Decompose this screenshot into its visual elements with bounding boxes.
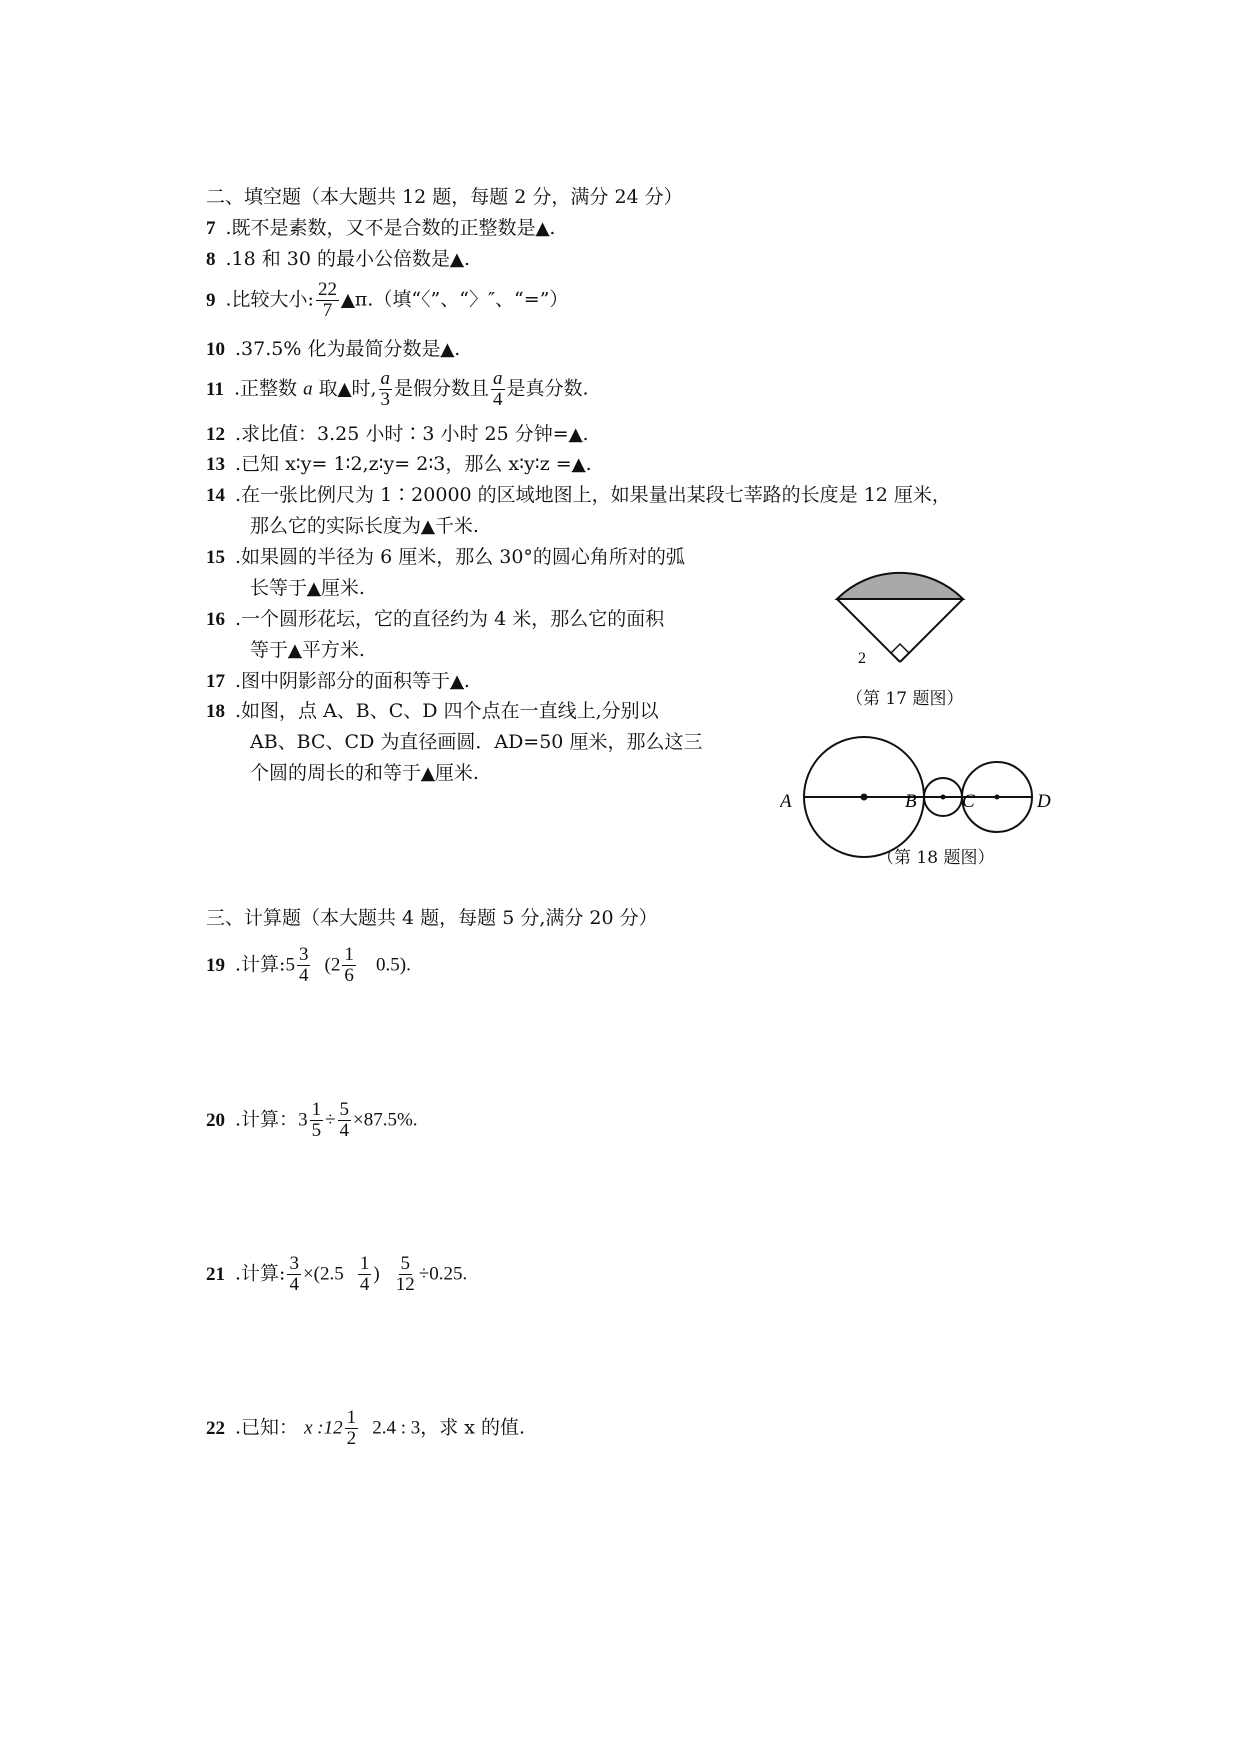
question-18-line3: 个圆的周长的和等于▲厘米. (250, 762, 479, 784)
answer-marker: ▲ (535, 218, 550, 239)
answer-marker: ▲ (337, 378, 352, 400)
fraction: $\frac{1}{2}$ (346, 1407, 357, 1449)
right-angle-mark (891, 644, 909, 653)
answer-marker: ▲ (568, 424, 583, 445)
answer-marker: ▲ (307, 578, 321, 599)
fraction: $\frac{1}{6}$ (344, 944, 354, 986)
question-21: 21 .计算: $\frac{3}{4}$ ×(2.5 $\frac{1}{4}$ ) $\frac{5}{12}$ ÷0.25. (206, 1253, 468, 1295)
answer-marker: ▲ (450, 671, 464, 692)
question-15: 15 .如果圆的半径为 6 厘米，那么 30°的圆心角所对的弧 (206, 546, 685, 568)
question-10: 10 .37.5% 化为最简分数是▲. (206, 338, 461, 360)
answer-marker: ▲ (450, 249, 464, 270)
point-d-label: D (1037, 791, 1051, 812)
answer-marker: ▲ (440, 339, 455, 360)
question-16: 16 .一个圆形花坛，它的直径约为 4 米，那么它的面积 (206, 608, 665, 630)
fraction: $\frac{3}{4}$ (289, 1253, 299, 1295)
fraction: $\frac{1}{4}$ (359, 1253, 370, 1295)
question-16-line2: 等于▲平方米. (250, 639, 365, 661)
fraction: $\frac{1}{5}$ (311, 1099, 322, 1141)
radius-label: 2 (858, 650, 866, 667)
question-17: 17 .图中阴影部分的面积等于▲. (206, 670, 470, 692)
sector-radius-right (900, 599, 963, 662)
fraction: $\frac{a}{3}$ (380, 368, 391, 410)
answer-marker: ▲ (421, 763, 435, 784)
figure-17-diagram (830, 520, 970, 700)
answer-marker: ▲ (288, 640, 302, 661)
center-bc (941, 795, 946, 800)
question-8: 8 .18 和 30 的最小公倍数是▲. (206, 248, 470, 270)
fraction: $\frac{5}{12}$ (395, 1253, 415, 1295)
question-13: 13 .已知 x∶y= 1∶2,z∶y= 2∶3，那么 x∶y∶z =▲. (206, 453, 592, 475)
fraction: $\frac{3}{4}$ (298, 944, 309, 986)
fraction: $\frac{a}{4}$ (493, 368, 503, 410)
question-11: 11 .正整数 a 取▲时, $\frac{a}{3}$ 是假分数且 $\frac{a}{4}$ 是真分数. (206, 368, 589, 410)
question-20: 20 .计算：3 $\frac{1}{5}$ ÷ $\frac{5}{4}$ ×87.5%. (206, 1099, 418, 1141)
question-19: 19 .计算:5 $\frac{3}{4}$ (2 $\frac{1}{6}$ 0.5). (206, 944, 411, 986)
answer-marker: ▲ (421, 516, 435, 537)
point-b-label: B (905, 791, 917, 812)
point-c-label: C (962, 791, 975, 812)
figure-17-caption: （第 17 题图） (846, 689, 964, 709)
question-9: 9 .比较大小: $\frac{22}{7}$ ▲π.（填“〈”、“〉″、“=”） (206, 279, 569, 321)
center-ab (861, 794, 868, 801)
answer-marker: ▲ (571, 454, 586, 475)
question-18-line2: AB、BC、CD 为直径画圆．AD=50 厘米，那么这三 (250, 731, 703, 753)
sector-radius-left (837, 599, 900, 662)
question-7: 7 .既不是素数，又不是合数的正整数是▲. (206, 217, 556, 239)
answer-marker: ▲ (340, 289, 355, 311)
section-title-fill-in: 二、填空题（本大题共 12 题，每题 2 分，满分 24 分） (206, 186, 683, 208)
question-22: 22 .已知： x :12 $\frac{1}{2}$ 2.4 : 3，求 x 的值. (206, 1407, 526, 1449)
shaded-segment (837, 573, 963, 599)
figure-18-caption: （第 18 题图） (877, 848, 995, 868)
question-14-line2: 那么它的实际长度为▲千米. (250, 515, 479, 537)
section-title-calculation: 三、计算题（本大题共 4 题，每题 5 分,满分 20 分） (206, 907, 658, 929)
center-cd (995, 795, 1000, 800)
question-18: 18 .如图，点 A、B、C、D 四个点在一直线上,分别以 (206, 700, 659, 722)
question-15-line2: 长等于▲厘米. (250, 577, 365, 599)
question-12: 12 .求比值：3.25 小时∶3 小时 25 分钟=▲. (206, 423, 589, 445)
question-14: 14 .在一张比例尺为 1∶20000 的区域地图上，如果量出某段七莘路的长度是 12 厘米， (206, 484, 951, 506)
fraction: $\frac{5}{4}$ (339, 1099, 349, 1141)
fraction: $\frac{22}{7}$ (317, 279, 337, 321)
point-a-label: A (780, 791, 792, 812)
